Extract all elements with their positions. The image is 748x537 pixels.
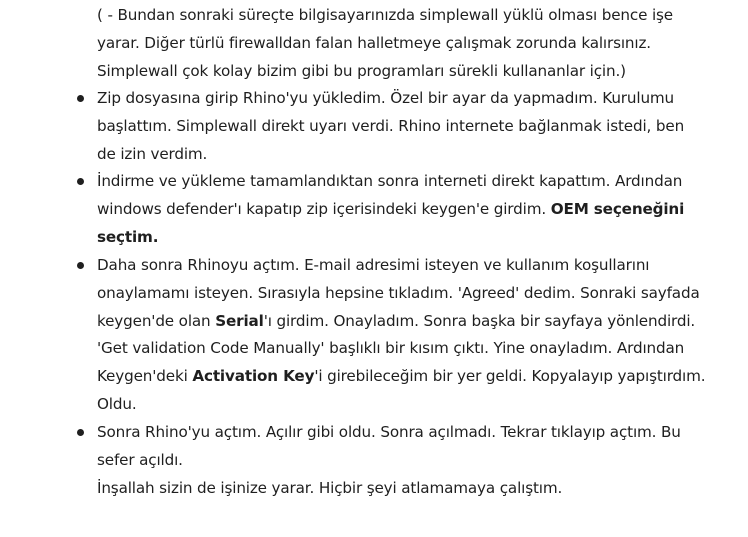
- plain-text: windows defender'ı kapatıp zip içerisindeki keygen'e girdim.: [97, 200, 551, 218]
- list-item-line: onaylamamı isteyen. Sırasıyla hepsine tıkladım. 'Agreed' dedim. Sonraki sayfada: [97, 284, 700, 302]
- closing-line: İnşallah sizin de işinize yarar. Hiçbir şeyi atlamamaya çalıştım.: [97, 479, 563, 497]
- list-item-line: Oldu.: [97, 395, 137, 413]
- list-item-line: de izin verdim.: [97, 145, 208, 163]
- list-item-line: sefer açıldı.: [97, 451, 183, 469]
- list-item-line: [97, 199, 684, 219]
- bullet-icon: [77, 178, 84, 185]
- list-item-line: [97, 366, 705, 386]
- intro-line: yarar. Diğer türlü firewalldan falan halletmeye çalışmak zorunda kalırsınız.: [97, 34, 651, 52]
- bold-text: OEM seçeneğini: [550, 200, 685, 218]
- list-item-line: 'Get validation Code Manually' başlıklı bir kısım çıktı. Yine onayladım. Ardından: [97, 339, 685, 357]
- plain-text: 'i girebileceğim bir yer geldi. Kopyalayıp yapıştırdım.: [314, 367, 706, 385]
- bold-text: Activation Key: [192, 367, 315, 385]
- plain-text: 'ı girdim. Onayladım. Sonra başka bir sayfaya yönlendirdi.: [263, 312, 696, 330]
- intro-line: Simplewall çok kolay bizim gibi bu programları sürekli kullananlar için.): [97, 62, 626, 80]
- plain-text: keygen'de olan: [97, 312, 216, 330]
- bullet-icon: [77, 95, 84, 102]
- list-item-line: Daha sonra Rhinoyu açtım. E-mail adresimi isteyen ve kullanım koşullarını: [97, 256, 650, 274]
- list-item-line: Zip dosyasına girip Rhino'yu yükledim. Özel bir ayar da yapmadım. Kurulumu: [97, 89, 675, 107]
- bold-text: seçtim.: [97, 228, 159, 246]
- bullet-icon: [77, 429, 84, 436]
- list-item-line: [97, 311, 695, 331]
- list-item-line: başlattım. Simplewall direkt uyarı verdi. Rhino internete bağlanmak istedi, ben: [97, 117, 685, 135]
- intro-line: ( - Bundan sonraki süreçte bilgisayarınızda simplewall yüklü olması bence işe: [97, 6, 673, 24]
- bullet-icon: [77, 262, 84, 269]
- list-item-line: [97, 227, 158, 247]
- bold-text: Serial: [215, 312, 264, 330]
- list-item-line: Sonra Rhino'yu açtım. Açılır gibi oldu. Sonra açılmadı. Tekrar tıklayıp açtım. Bu: [97, 423, 681, 441]
- plain-text: Keygen'deki: [97, 367, 193, 385]
- list-item-line: İndirme ve yükleme tamamlandıktan sonra interneti direkt kapattım. Ardından: [97, 172, 683, 190]
